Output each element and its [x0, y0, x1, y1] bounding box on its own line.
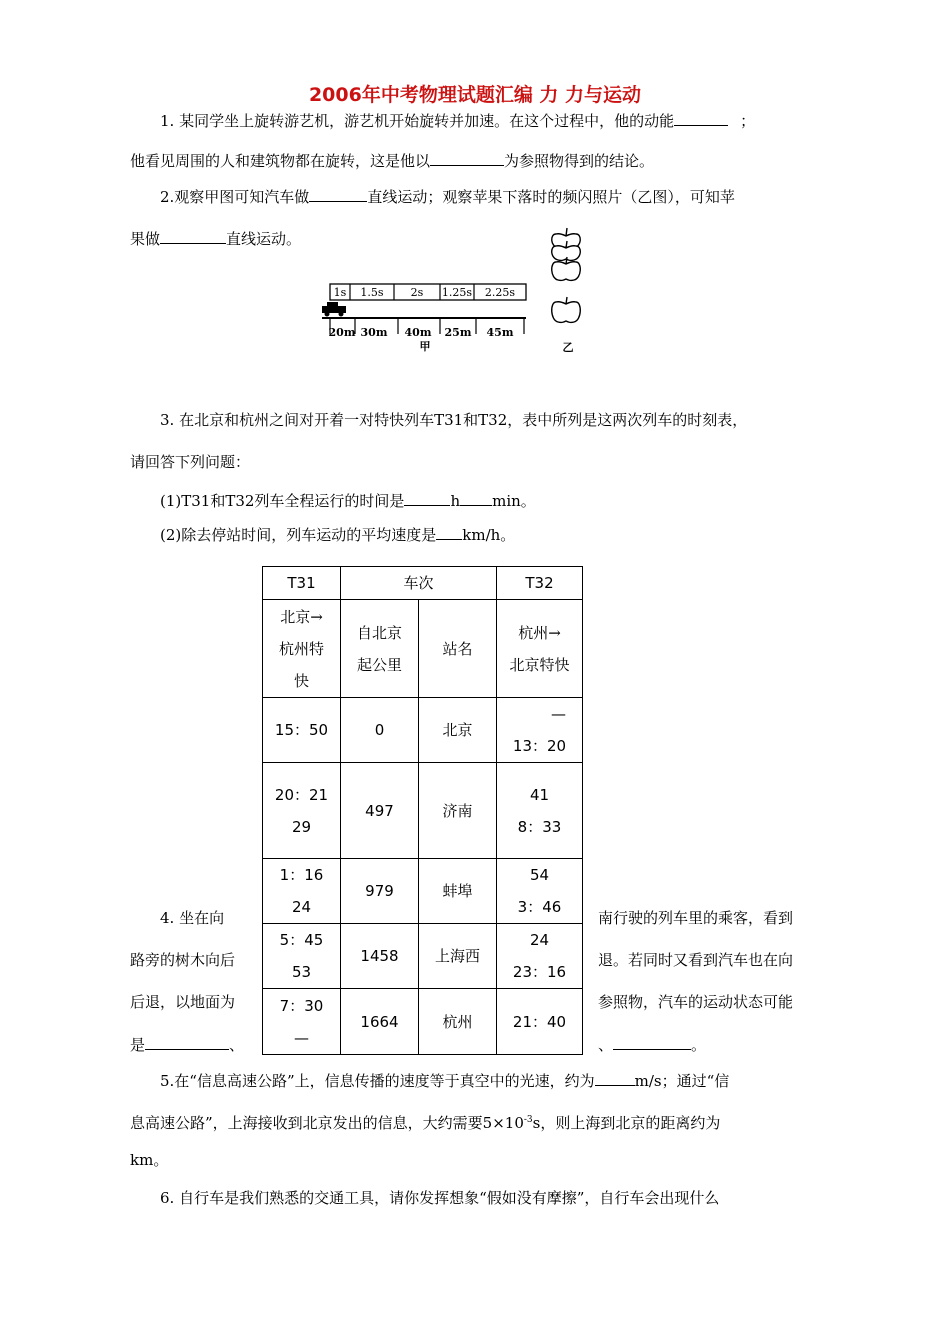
q6-line1: 6. 自行车是我们熟悉的交通工具，请你发挥想象“假如没有摩擦”，自行车会出现什么 — [160, 1189, 720, 1207]
cell-line: 13：20 — [512, 737, 567, 755]
q2-blank-1[interactable] — [309, 186, 367, 202]
q2-text2: 果做 — [130, 230, 161, 248]
q3-sub2 — [160, 524, 515, 545]
subheader-t31 — [263, 600, 341, 698]
time-label: 1s — [333, 286, 347, 299]
cell-line: — — [294, 1028, 309, 1047]
cell-t32 — [497, 763, 583, 859]
cell-line: 24 — [291, 898, 312, 916]
cell-t31 — [263, 924, 341, 989]
train-timetable — [262, 566, 583, 1055]
q5-line1 — [160, 1070, 729, 1091]
cell-station: 上海西 — [419, 924, 497, 989]
cell-line: 北京→ — [280, 607, 323, 626]
cell-distance: 0 — [341, 698, 419, 763]
q4-l3-right: 参照物，汽车的运动状态可能 — [598, 993, 794, 1011]
q3-blank-hours[interactable] — [404, 490, 450, 506]
q5-exponent: -3 — [523, 1115, 533, 1125]
cell-t31: 15：50 — [263, 698, 341, 763]
cell-line: 杭州→ — [518, 623, 561, 642]
cell-line: — — [551, 705, 566, 723]
time-label: 2s — [410, 286, 424, 299]
cell-t32 — [497, 924, 583, 989]
car-motion-figure — [318, 278, 528, 352]
subheader-t32 — [497, 600, 583, 698]
table-row — [263, 698, 583, 763]
cell-t32: 21：40 — [497, 989, 583, 1055]
cell-line: 7：30 — [279, 996, 324, 1015]
q4-blank-2[interactable] — [613, 1034, 691, 1050]
q5-line2 — [130, 1110, 720, 1133]
q3-sub1 — [160, 490, 536, 511]
q4-l1-right: 南行驶的列车里的乘客，看到 — [598, 909, 794, 927]
cell-line: 5：45 — [279, 931, 324, 949]
q1-blank-1[interactable] — [674, 110, 728, 126]
distance-label: 45m — [486, 326, 514, 339]
apple-icon — [552, 257, 581, 280]
distance-label: 20m — [328, 326, 356, 339]
q4-sep: 、 — [598, 1036, 614, 1054]
cell-line: 41 — [529, 785, 550, 804]
figure-label-jia: 甲 — [419, 340, 431, 352]
page-title: 2006年中考物理试题汇编 力 力与运动 — [308, 84, 642, 106]
q5-text: 5.在“信息高速公路”上，信息传播的速度等于真空中的光速，约为 — [160, 1072, 595, 1090]
q3-sub2-unit: km/h。 — [462, 526, 516, 544]
cell-station: 蚌埠 — [419, 859, 497, 924]
header-t32: T32 — [497, 567, 583, 600]
q2-text2-end: 直线运动。 — [226, 230, 302, 248]
subheader-station: 站名 — [419, 600, 497, 698]
cell-line: 8：33 — [517, 817, 562, 836]
q2-text: 2.观察甲图可知汽车做 — [160, 188, 310, 206]
cell-distance: 979 — [341, 859, 419, 924]
q5-line3: km。 — [130, 1151, 169, 1169]
distance-label: 30m — [360, 326, 388, 339]
table-row — [263, 763, 583, 859]
cell-station: 杭州 — [419, 989, 497, 1055]
q4-l4-left — [130, 1034, 244, 1055]
q3-sub1-unit-min: min。 — [492, 492, 536, 510]
cell-station: 济南 — [419, 763, 497, 859]
q2-line1 — [160, 186, 735, 207]
cell-line: 1：16 — [279, 866, 324, 884]
q5-text2: 息高速公路”，上海接收到北京发出的信息，大约需要5×10 — [130, 1114, 524, 1132]
q5-blank-speed[interactable] — [595, 1070, 635, 1086]
q2-line2 — [130, 228, 301, 249]
q4-l4-right — [598, 1034, 706, 1055]
q1-text-end: ； — [740, 112, 756, 130]
cell-t32 — [497, 698, 583, 763]
cell-line: 快 — [293, 671, 309, 690]
cell-line: 29 — [291, 817, 312, 836]
q5-text-b: m/s；通过“信 — [634, 1072, 730, 1090]
q5-text2-b: s，则上海到北京的距离约为 — [532, 1114, 721, 1132]
car-icon — [322, 302, 346, 317]
q3-sub1-text: (1)T31和T32列车全程运行的时间是 — [160, 492, 405, 510]
apple-icon — [552, 297, 581, 322]
q3-sub1-unit-h: h — [450, 492, 461, 510]
table-row — [263, 924, 583, 989]
cell-line: 杭州特 — [278, 639, 324, 658]
q1-line2 — [130, 150, 654, 171]
q3-text2: 请回答下列问题： — [130, 453, 251, 471]
q3-line1 — [160, 410, 747, 430]
cell-line: 起公里 — [356, 655, 402, 674]
cell-station: 北京 — [419, 698, 497, 763]
q4-l3-left: 后退，以地面为 — [130, 993, 236, 1011]
q2-text-b: 直线运动；观察苹果下落时的频闪照片（乙图），可知苹 — [367, 188, 735, 206]
time-label: 1.5s — [360, 286, 384, 299]
table-subheader-row — [263, 600, 583, 698]
cell-distance: 1664 — [341, 989, 419, 1055]
q2-blank-2[interactable] — [160, 228, 226, 244]
cell-line: 3：46 — [517, 898, 562, 916]
cell-line: 54 — [529, 866, 550, 884]
header-t31: T31 — [263, 567, 341, 600]
q4-sep: 、 — [229, 1036, 245, 1054]
time-label: 1.25s — [441, 286, 473, 299]
q4-blank-1[interactable] — [145, 1034, 229, 1050]
table-row — [263, 859, 583, 924]
distance-label: 40m — [404, 326, 432, 339]
q3-blank-minutes[interactable] — [460, 490, 492, 506]
cell-line: 北京特快 — [509, 655, 570, 674]
q1-blank-2[interactable] — [430, 150, 504, 166]
time-label: 2.25s — [484, 286, 516, 299]
figure-label-yi: 乙 — [562, 341, 574, 354]
cell-line: 20：21 — [274, 785, 329, 804]
q1-text: 1. 某同学坐上旋转游艺机，游艺机开始旋转并加速。在这个过程中，他的动能 — [160, 112, 675, 130]
table-header-row — [263, 567, 583, 600]
cell-line: 53 — [291, 963, 312, 981]
q3-sub2-text: (2)除去停站时间，列车运动的平均速度是 — [160, 526, 437, 544]
q4-end: 。 — [691, 1036, 707, 1054]
cell-t31 — [263, 989, 341, 1055]
q1-text2-end: 为参照物得到的结论。 — [504, 152, 655, 170]
cell-distance: 497 — [341, 763, 419, 859]
q4-l1-left: 4. 坐在向 — [160, 909, 225, 927]
q4-l2-right: 退。若同时又看到汽车也在向 — [598, 951, 794, 969]
cell-line: 自北京 — [356, 623, 402, 642]
q3-line2 — [130, 452, 250, 472]
distance-label: 25m — [444, 326, 472, 339]
subheader-distance — [341, 600, 419, 698]
q3-blank-speed[interactable] — [436, 524, 462, 540]
cell-line: 23：16 — [512, 963, 567, 981]
q3-text: 3. 在北京和杭州之间对开着一对特快列车T31和T32，表中所列是这两次列车的时刻表， — [160, 411, 748, 429]
table-row — [263, 989, 583, 1055]
q4-l2-left: 路旁的树木向后 — [130, 951, 236, 969]
q4-text: 是 — [130, 1036, 146, 1054]
apple-drop-figure — [546, 218, 590, 354]
cell-t31 — [263, 859, 341, 924]
header-checi: 车次 — [341, 567, 497, 600]
cell-distance: 1458 — [341, 924, 419, 989]
q1-line1 — [160, 110, 755, 131]
apple-icon — [552, 241, 581, 260]
cell-t31 — [263, 763, 341, 859]
cell-line: 24 — [529, 931, 550, 949]
q1-text2: 他看见周围的人和建筑物都在旋转，这是他以 — [130, 152, 431, 170]
cell-t32 — [497, 859, 583, 924]
